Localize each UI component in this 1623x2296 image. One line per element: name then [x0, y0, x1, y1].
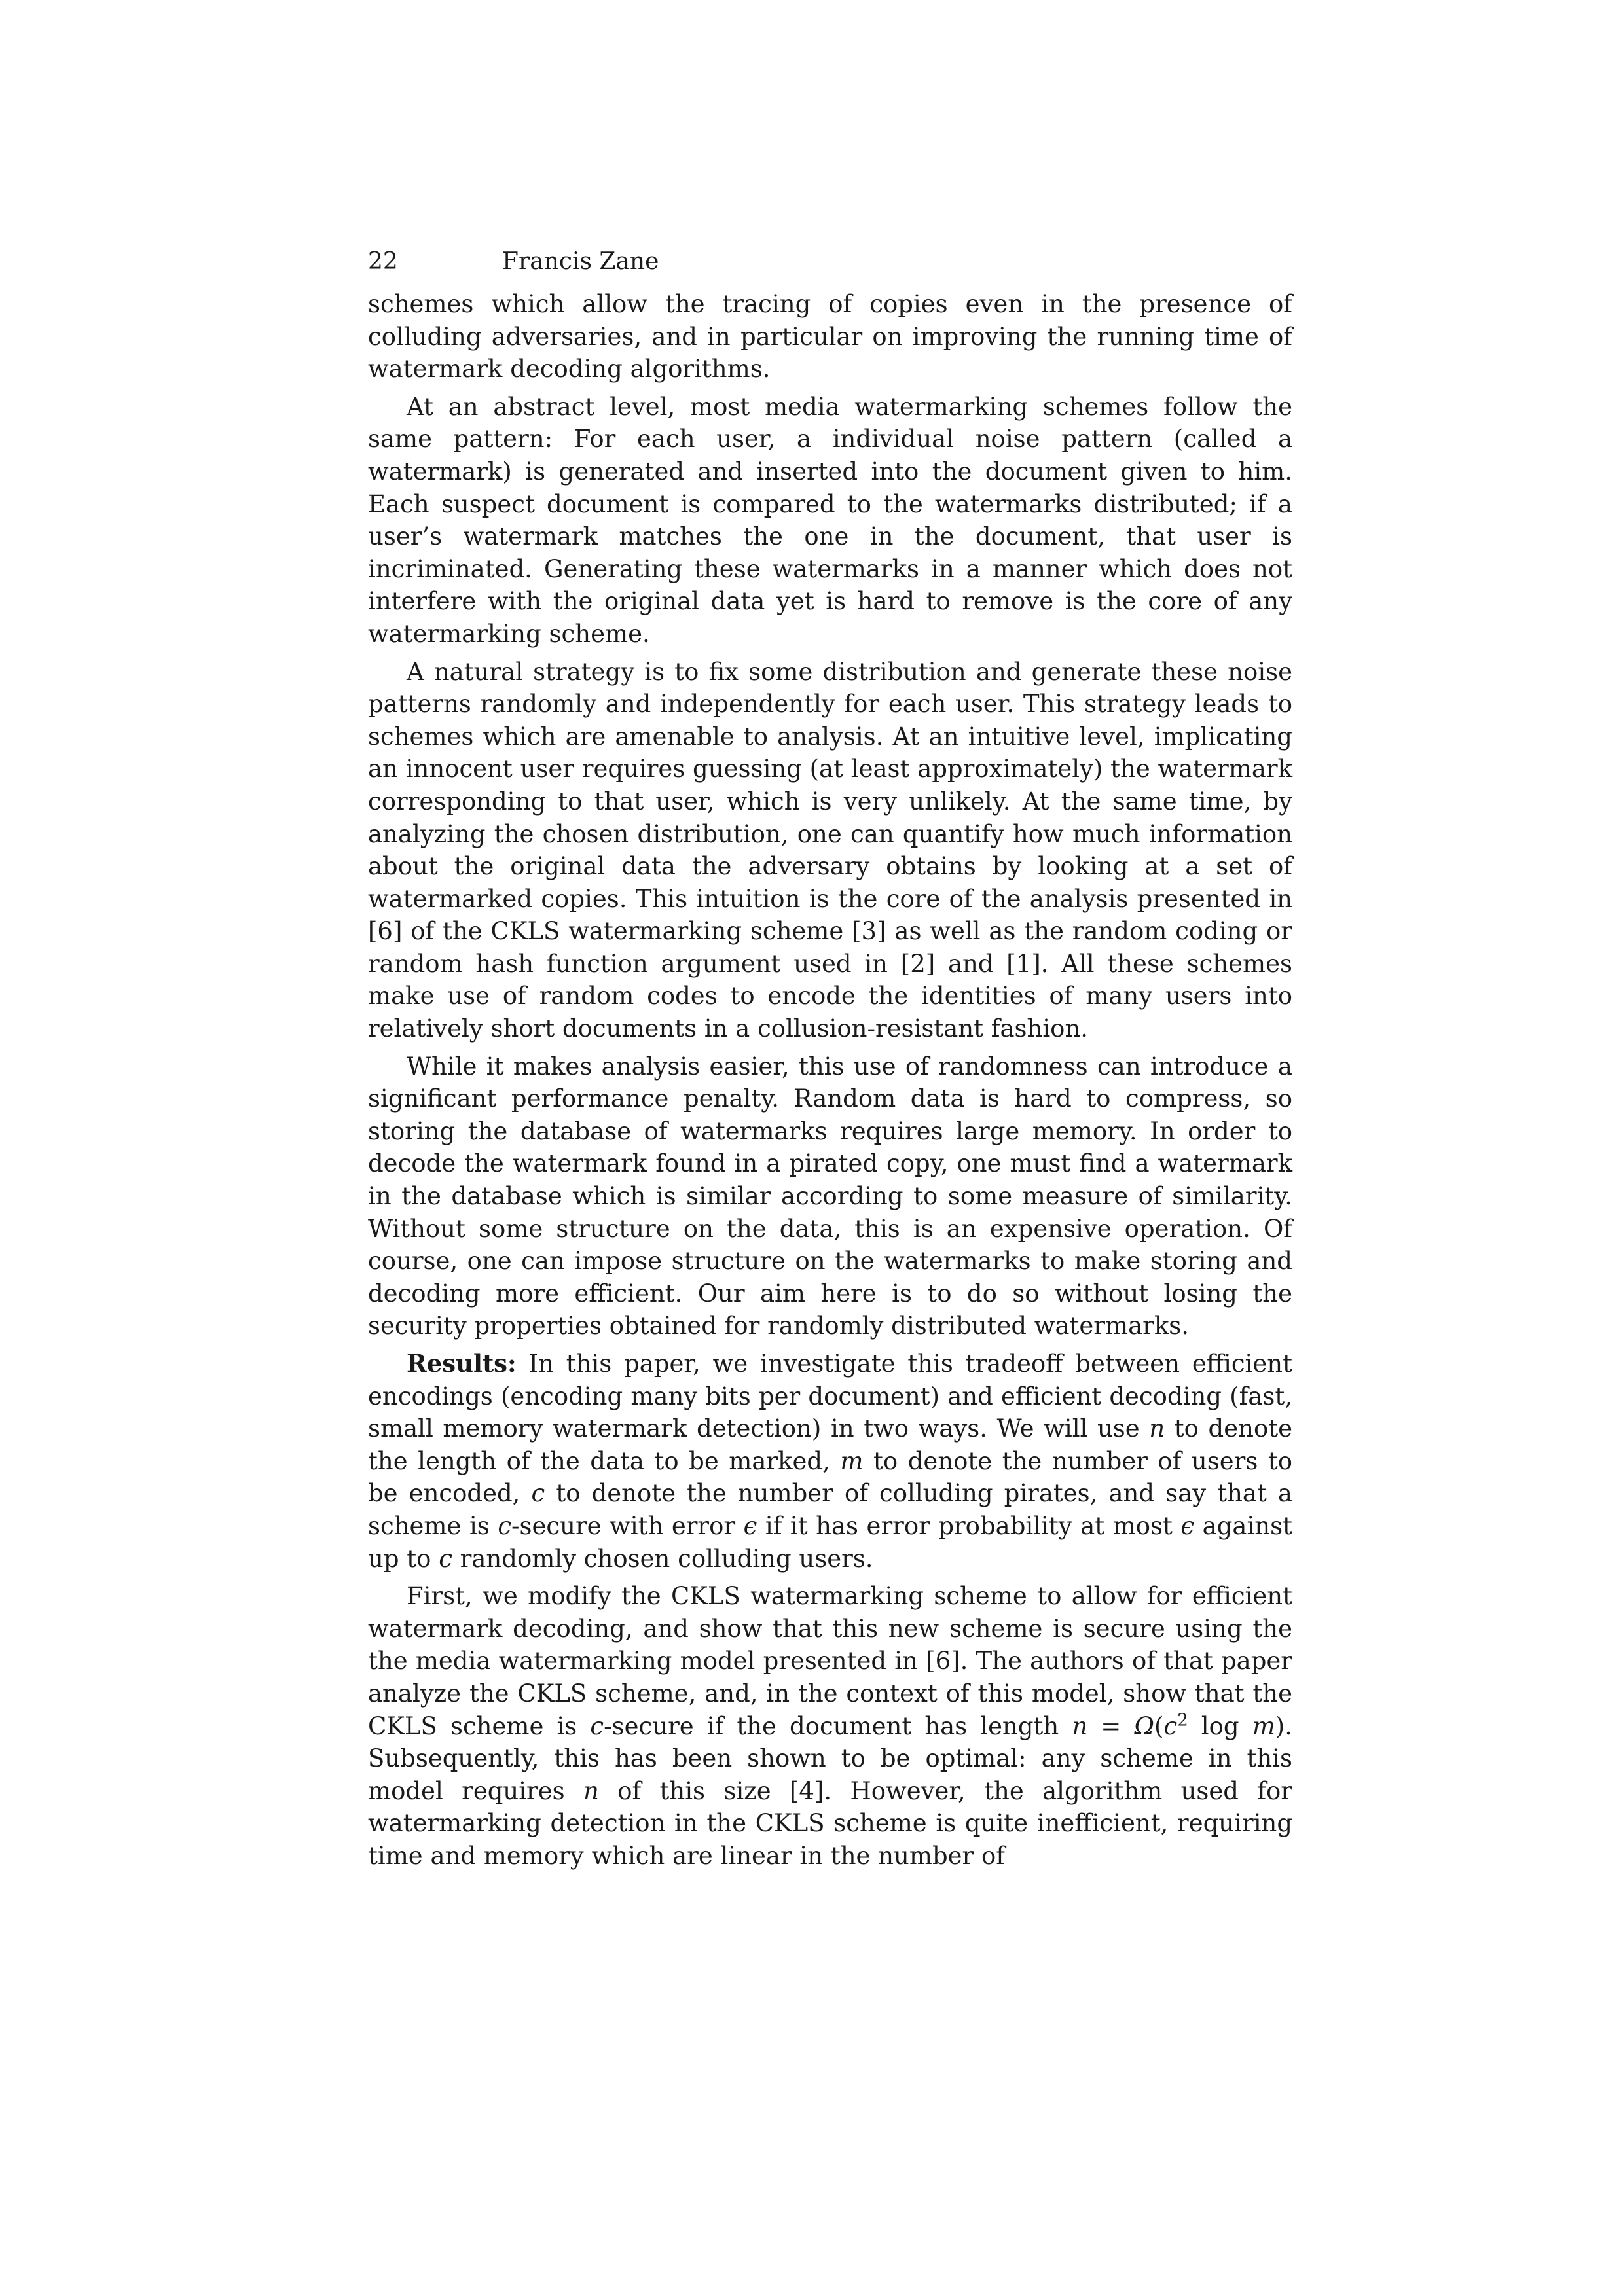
formula-omega: Ω [1134, 1712, 1155, 1740]
formula-c: c [1163, 1712, 1178, 1740]
author-name: Francis Zane [502, 248, 659, 275]
var-n: n [583, 1776, 599, 1805]
var-n: n [1149, 1414, 1165, 1443]
results-heading: Results: [407, 1349, 517, 1378]
paragraph-continuation: schemes which allow the tracing of copies even in the presence of colluding adversaries, and in particular on improving the running time of watermark decoding algorithms. [368, 290, 1292, 384]
results-text: -secure with error [511, 1511, 744, 1540]
contribution-text: First, we modify the CKLS watermarking scheme to allow for efficient watermark decoding, and show that this new scheme is secure using the the media watermarking model presented in [6]. The authors of that paper analyze the CKLS scheme, and, in the context of this model, show that the CKLS scheme is [368, 1582, 1292, 1740]
results-text: to denote the length of the data to be marked, [368, 1414, 1292, 1475]
formula-equals: = [1087, 1712, 1135, 1740]
var-epsilon: ϵ [743, 1511, 757, 1540]
var-epsilon: ϵ [1180, 1511, 1195, 1540]
var-c: c [498, 1511, 512, 1540]
results-text: randomly chosen colluding users. [452, 1544, 873, 1573]
contribution-text: of this size [4]. However, the algorithm used for watermarking detection in the CKLS scheme is quite inefficient, requiring time and memory which are linear in the number of [368, 1776, 1292, 1870]
paragraph-abstract-level: At an abstract level, most media watermarking schemes follow the same pattern: For each user, a individual noise pattern (called a watermark) is generated and inserted into the document given to him. Each suspect document is compared to the watermarks distributed; if a user’s watermark matches the one in the document, that user is incriminated. Generating these watermarks in a manner which does not interfere with the original data yet is hard to remove is the core of any watermarking scheme. [368, 392, 1292, 648]
page-number: 22 [368, 248, 398, 275]
results-text: to denote the number of colluding pirates, and say that a scheme is [368, 1479, 1292, 1540]
results-text: to denote the number of users to be encoded, [368, 1446, 1292, 1508]
formula-log: log [1188, 1712, 1252, 1740]
paragraph-results [368, 1348, 1292, 1575]
var-c: c [439, 1544, 452, 1573]
var-c: c [531, 1479, 545, 1508]
body-text [368, 288, 1292, 1873]
formula-close-paren: ) [1275, 1712, 1285, 1740]
contribution-text: -secure if the document has length [604, 1712, 1072, 1740]
paragraph-randomness-penalty: While it makes analysis easier, this use of randomness can introduce a significant performance penalty. Random data is hard to compress, so storing the database of watermarks requires large memory. In order to decode the watermark found in a pirated copy, one must find a watermark in the database which is similar according to some measure of similarity. Without some structure on the data, this is an expensive operation. Of course, one can impose structure on the watermarks to make storing and decoding more efficient. Our aim here is to do so without losing the security properties obtained for randomly distributed watermarks. [368, 1052, 1292, 1340]
var-m: m [840, 1446, 864, 1475]
results-text: against up to [368, 1511, 1292, 1573]
paragraph-natural-strategy: A natural strategy is to fix some distribution and generate these noise patterns randomly and independently for each user. This strategy leads to schemes which are amenable to analysis. At an intuitive level, implicating an innocent user requires guessing (at least approximately) the watermark corresponding to that user, which is very unlikely. At the same time, by analyzing the chosen distribution, one can quantify how much information about the original data the adversary obtains by looking at a set of watermarked copies. This intuition is the core of the analysis presented in [6] of the CKLS watermarking scheme [3] as well as the random coding or random hash function argument used in [2] and [1]. All these schemes make use of random codes to encode the identities of many users into relatively short documents in a collusion-resistant fashion. [368, 657, 1292, 1043]
formula-exponent: 2 [1177, 1710, 1188, 1731]
contribution-text: . Subsequently, this has been shown to be optimal: any scheme in this model requires [368, 1712, 1292, 1805]
formula-open-paren: ( [1154, 1712, 1164, 1740]
formula-n: n [1072, 1712, 1088, 1740]
results-text: In this paper, we investigate this tradeoff between efficient encodings (encoding many bits per document) and efficient decoding (fast, small memory watermark detection) in two ways. We will use [368, 1350, 1292, 1443]
var-c: c [590, 1712, 604, 1740]
formula-m: m [1252, 1712, 1275, 1740]
results-text: if it has error probability at most [757, 1511, 1181, 1540]
paragraph-first-contribution [368, 1580, 1292, 1872]
formula-length-bound [1072, 1712, 1285, 1740]
running-head [368, 246, 659, 278]
